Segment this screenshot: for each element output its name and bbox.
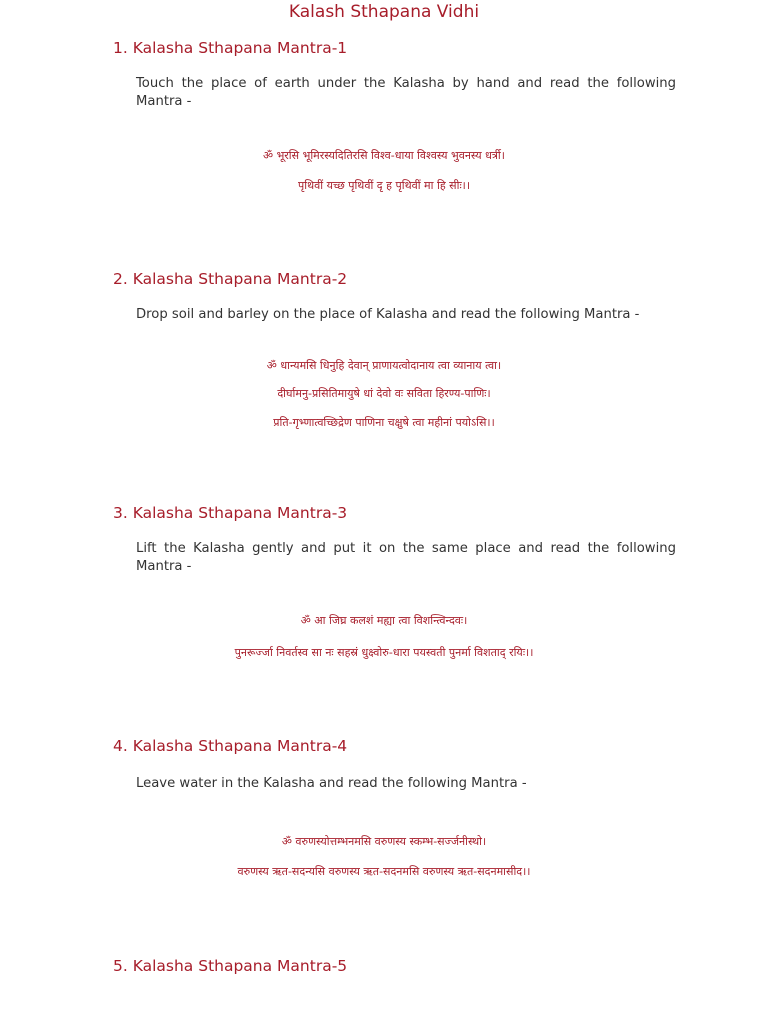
section-instruction: Lift the Kalasha gently and put it on the same place and read the following Mantra -: [136, 541, 676, 574]
mantra-line: प्रति-गृभ्णात्वच्छिद्रेण पाणिना चक्षुषे त्वा महीनां पयोऽसि।।: [273, 416, 495, 429]
section-instruction: Drop soil and barley on the place of Kalasha and read the following Mantra -: [136, 307, 640, 322]
mantra-line: पृथिवीं यच्छ पृथिवीं दृ ह पृथिवीं मा हि सीः।।: [297, 179, 471, 192]
mantra-line: ॐ भूरसि भूमिरस्यदितिरसि विश्व-धाया विश्वस्य भुवनस्य धर्त्री।: [263, 149, 505, 162]
mantra-line: वरुणस्य ऋत-सदन्यसि वरुणस्य ऋत-सदनमसि वरुणस्य ऋत-सदनमासीद।।: [237, 865, 531, 878]
section-instruction: Leave water in the Kalasha and read the following Mantra -: [136, 776, 527, 791]
mantra-line: ॐ आ जिघ्र कलशं मह्या त्वा विशन्त्विन्दवः।: [300, 614, 468, 627]
mantra-line: दीर्घामनु-प्रसितिमायुषे धां देवो वः सविता हिरण्य-पाणिः।: [277, 387, 491, 400]
section-heading: 3. Kalasha Sthapana Mantra-3: [113, 504, 348, 522]
section-heading: 2. Kalasha Sthapana Mantra-2: [113, 270, 348, 288]
mantra-line: पुनरूर्ज्जा निवर्तस्व सा नः सहस्रं धुक्ष्वोरु-धारा पयस्वती पुनर्मा विशताद् रयिः।।: [234, 646, 534, 659]
section-heading: 1. Kalasha Sthapana Mantra-1: [113, 39, 348, 57]
section-heading: 4. Kalasha Sthapana Mantra-4: [113, 737, 348, 755]
mantra-line: ॐ वरुणस्योत्तम्भनमसि वरुणस्य स्कम्भ-सर्ज्जनीस्थो।: [281, 835, 487, 848]
section-heading: 5. Kalasha Sthapana Mantra-5: [113, 957, 348, 975]
page-title: Kalash Sthapana Vidhi: [288, 2, 480, 22]
section-instruction: Touch the place of earth under the Kalasha by hand and read the following Mantra -: [136, 76, 676, 109]
mantra-line: ॐ धान्यमसि धिनुहि देवान् प्राणायत्वोदानाय त्वा व्यानाय त्वा।: [266, 359, 502, 372]
